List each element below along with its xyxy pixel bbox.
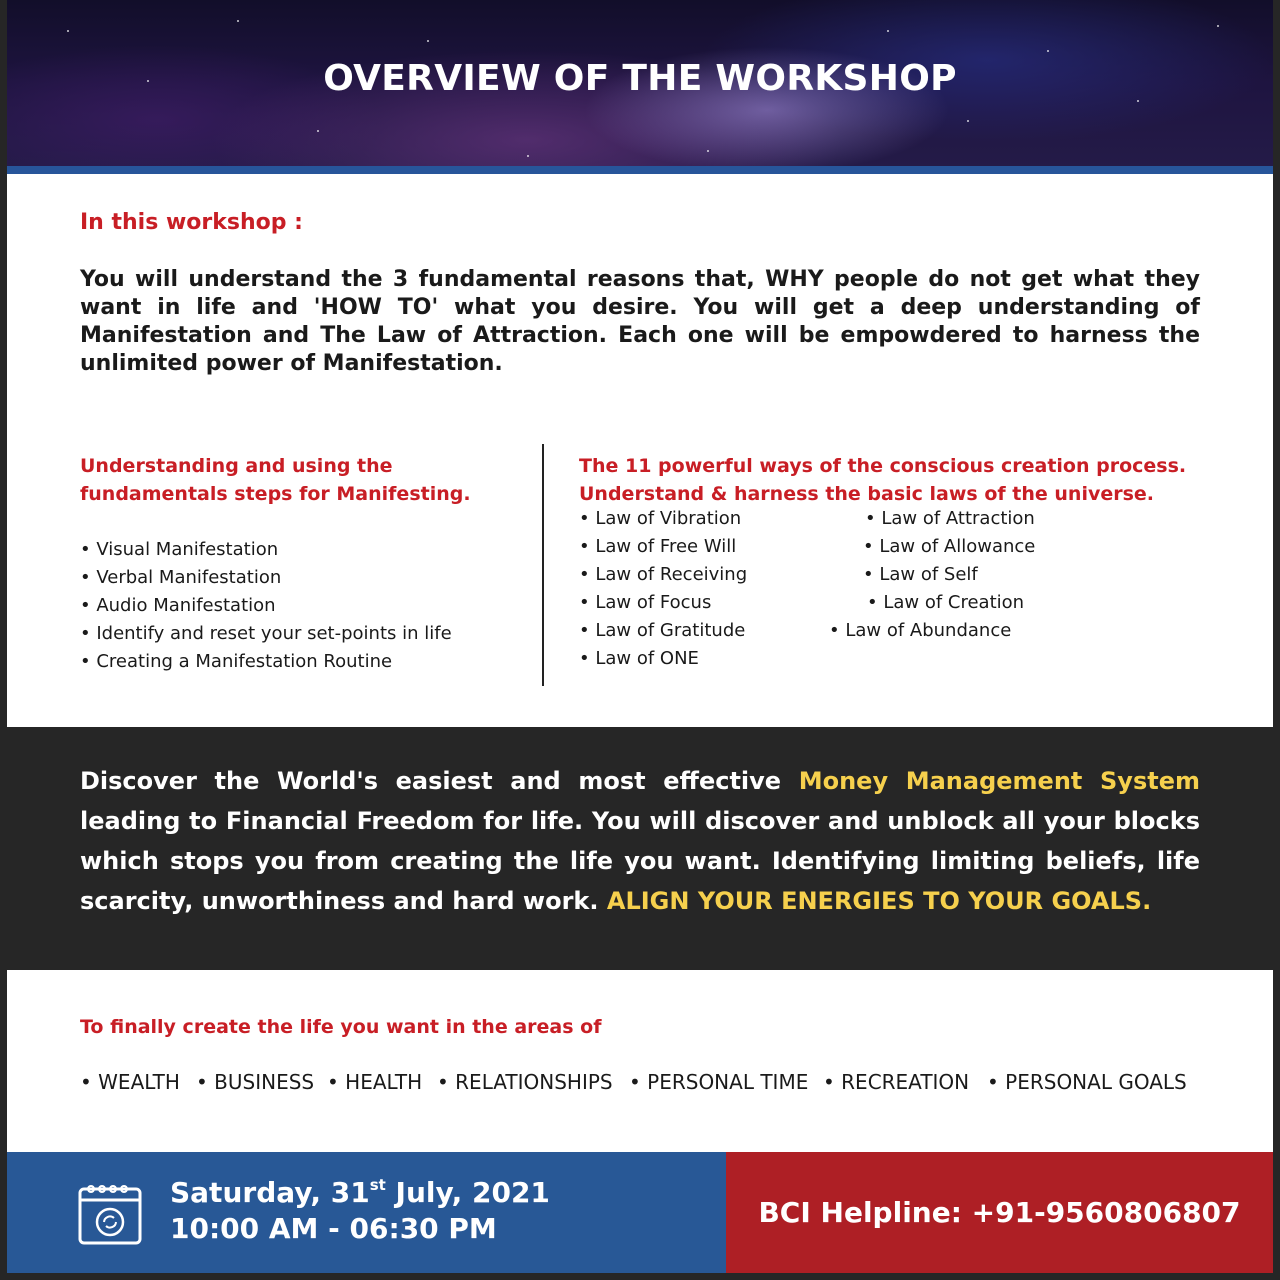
laws-heading-line2: Understand & harness the basic laws of the universe. bbox=[579, 483, 1155, 505]
list-item: • Creating a Manifestation Routine bbox=[80, 651, 393, 672]
list-item: • RELATIONSHIPS bbox=[437, 1070, 613, 1094]
event-date bbox=[170, 1176, 550, 1209]
list-item: • Law of Free Will bbox=[579, 536, 737, 557]
column-divider bbox=[542, 444, 544, 686]
fundamentals-heading-line2: fundamentals steps for Manifesting. bbox=[80, 483, 471, 505]
list-item: • Law of Abundance bbox=[829, 620, 1012, 641]
page-title: OVERVIEW OF THE WORKSHOP bbox=[323, 58, 957, 99]
workshop-flyer bbox=[7, 0, 1273, 1273]
helpline-panel bbox=[726, 1152, 1273, 1273]
list-item: • Visual Manifestation bbox=[80, 539, 279, 560]
life-areas-list bbox=[80, 1070, 1200, 1100]
fundamentals-column bbox=[80, 452, 530, 676]
laws-heading-line1: The 11 powerful ways of the conscious creation process. bbox=[579, 455, 1187, 477]
list-item: • Law of Self bbox=[863, 564, 978, 585]
intro-text: You will understand the 3 fundamental reasons that, WHY people do not get what they want in life and 'HOW TO' what you desire. You will get a deep understanding of Manifestation and The Law of Attraction. Each one will be empowdered to harness the unlimited power of Manifestation. bbox=[80, 267, 1200, 376]
life-areas-section bbox=[7, 970, 1273, 1152]
header-banner bbox=[7, 0, 1273, 168]
list-item: • Audio Manifestation bbox=[80, 595, 276, 616]
money-text-part2: leading to Financial Freedom for life. You will discover and unblock all your blocks which stops you from creating the life you want. Identifying limiting beliefs, life scarcity, unworthiness and hard work. bbox=[80, 807, 1200, 915]
list-item: • Law of ONE bbox=[579, 648, 699, 669]
list-item: • Law of Vibration bbox=[579, 508, 742, 529]
list-item: • Identify and reset your set-points in life bbox=[80, 623, 452, 644]
list-item: • PERSONAL GOALS bbox=[987, 1070, 1187, 1094]
fundamentals-heading-line1: Understanding and using the bbox=[80, 455, 393, 477]
list-item: • HEALTH bbox=[327, 1070, 423, 1094]
list-item: • Law of Focus bbox=[579, 592, 712, 613]
money-text-part1: Discover the World's easiest and most effective bbox=[80, 767, 799, 795]
life-areas-label: To finally create the life you want in the areas of bbox=[80, 1016, 602, 1038]
helpline-number[interactable]: BCI Helpline: +91-9560806807 bbox=[758, 1196, 1241, 1229]
money-highlight: Money Management System bbox=[798, 767, 1200, 795]
list-item: • Law of Allowance bbox=[863, 536, 1036, 557]
list-item: • WEALTH bbox=[80, 1070, 180, 1094]
event-date-suffix: st bbox=[369, 1176, 386, 1194]
header-divider bbox=[7, 166, 1273, 174]
event-date-panel bbox=[7, 1152, 726, 1273]
laws-column bbox=[579, 452, 1239, 676]
list-item: • PERSONAL TIME bbox=[629, 1070, 809, 1094]
money-management-text bbox=[80, 761, 1200, 921]
list-item: • BUSINESS bbox=[196, 1070, 315, 1094]
event-time: 10:00 AM - 06:30 PM bbox=[170, 1212, 497, 1245]
list-item: • Law of Attraction bbox=[865, 508, 1035, 529]
align-energies-highlight: ALIGN YOUR ENERGIES TO YOUR GOALS. bbox=[606, 887, 1152, 915]
list-item: • RECREATION bbox=[823, 1070, 970, 1094]
list-item: • Law of Gratitude bbox=[579, 620, 746, 641]
laws-list bbox=[579, 508, 1239, 676]
event-date-month-year: July, 2021 bbox=[385, 1176, 550, 1209]
overview-section bbox=[7, 174, 1273, 727]
intro-label: In this workshop : bbox=[80, 210, 303, 235]
list-item: • Verbal Manifestation bbox=[80, 567, 282, 588]
event-date-day: Saturday, 31 bbox=[170, 1176, 370, 1209]
calendar-icon bbox=[77, 1180, 143, 1246]
list-item: • Law of Creation bbox=[867, 592, 1025, 613]
list-item: • Law of Receiving bbox=[579, 564, 748, 585]
money-management-section bbox=[7, 727, 1273, 970]
